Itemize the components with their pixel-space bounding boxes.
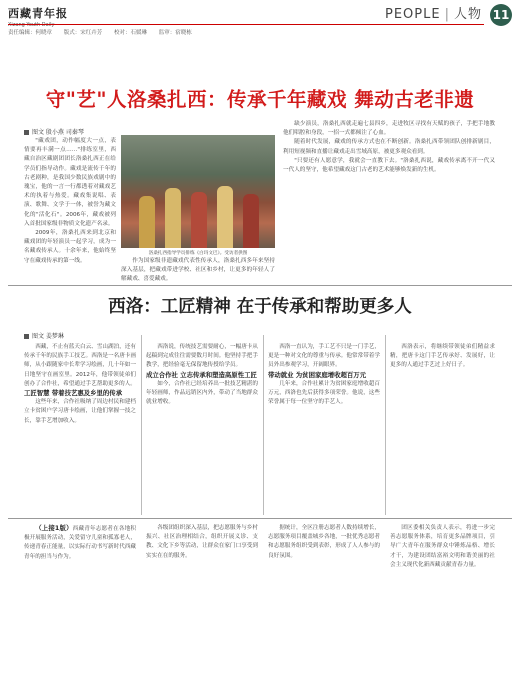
story2-byline: 图文 姜梦琳 — [24, 331, 64, 340]
section-en: PEOPLE — [385, 7, 441, 22]
page-number-badge: 11 — [490, 4, 512, 26]
story3-column-2: 各级团组织深入基层，把志愿服务与乡村振兴、社区治理相结合，组织开展义诊、支教、文化下乡等活动，让群众在家门口享受到实实在在的服务。 — [146, 525, 258, 559]
story2-column-2: 西洛说，传统技艺需要耐心，一幅唐卡从起稿到完成往往需要数月时间。他坚持手把手教学，把经验毫无保留地传授给学员。 成立合作社 立志传承和塑造高原性工匠 如今，合作社已经培养出一批技艺精湛的年轻画师，作品远销区内外，带动了当地群众就业增收。 — [146, 344, 258, 406]
story1-byline: 图文 殷小燕 司秦琴 — [24, 127, 84, 136]
section-divider-1 — [8, 285, 512, 286]
masthead — [0, 0, 520, 38]
editor-credit: 责任编辑：何晓章 — [8, 30, 53, 36]
story3-column-1: （上接1版）西藏青年志愿者在各地积极开展服务活动，关爱留守儿童和孤寡老人，传递青春正能量，以实际行动书写新时代西藏青年的担当与作为。 — [24, 524, 136, 560]
masthead-rule — [8, 24, 484, 25]
story1-column-3: 缺少演员，洛桑扎西就走遍七县四乡，走进牧区寻找有天赋的孩子，手把手地教他们唱腔和身段，一招一式都倾注了心血。 随着时代发展，藏戏的传承方式也在不断创新。洛桑扎西带领团队创排新剧目，利用短视频和直播让藏戏走出雪域高原，被更多观众看到。 "只要还有人愿意学，我就会一直教下去。"洛桑扎西说，藏戏传承离不开一代又一代人的坚守，他希望藏戏这门古老的艺术能够焕发新的生机。 — [283, 121, 495, 174]
section-tag: PEOPLE | 人物 — [385, 7, 482, 22]
editor-credits — [8, 28, 202, 36]
story2-column-3: 西洛一直认为，手工艺不只是一门手艺，更是一种对文化的尊重与传承。他常常带着学员外出参观学习，开阔眼界。 带动就业 为贫困家庭增收超百万元 几年来，合作社累计为贫困家庭增收超百万元，西洛也先后获得多项荣誉。他说，这些荣誉属于每一位坚守的手艺人。 — [268, 344, 380, 406]
story2-subhead-3: 带动就业 为贫困家庭增收超百万元 — [268, 370, 367, 379]
story1-photo — [121, 135, 275, 248]
story3-column-4: 团区委相关负责人表示，将进一步完善志愿服务体系，培育更多品牌项目，引导广大青年在服务群众中锤炼品格、增长才干，为建设团结富裕文明和谐美丽的社会主义现代化新西藏贡献青春力量。 — [390, 525, 495, 568]
section-divider-2 — [8, 518, 512, 519]
byline-square-icon — [24, 130, 29, 135]
story2-subhead-1: 工匠智慧 带着技艺惠及乡里的传承 — [24, 389, 123, 398]
byline-square-icon — [24, 334, 29, 339]
story3-column-3: 据统计，全区注册志愿者人数持续增长，志愿服务项目覆盖城乡各地，一批优秀志愿者和志愿服务组织受到表彰，形成了人人参与的良好氛围。 — [268, 525, 380, 559]
layout-credit: 版式：宋红卉芳 — [63, 30, 103, 36]
story2-subhead-2: 成立合作社 立志传承和塑造高原性工匠 — [146, 370, 257, 379]
continued-label: （上接1版） — [35, 524, 73, 532]
story1-photo-caption: 洛桑扎西指导学员排练《白玛文巴》。受访者供图 — [148, 251, 248, 256]
paper-subtitle: Xizang Youth Daily — [8, 22, 55, 28]
story2-headline: 西洛：工匠精神 在于传承和帮助更多人 — [108, 297, 412, 317]
story1-column-1: "藏戏团，动作幅度大一点，表情要再丰满一点……"排练室里，西藏自治区藏剧团团长洛桑扎西正在给学员们指导动作。藏戏是流传千年的古老剧种，是我国少数民族戏剧中的瑰宝，他的一言一行都透着对藏戏艺术的执着与热爱。藏戏集说唱、表演、歌舞、文学于一体，被誉为藏文化的"活化石"。2006年，藏戏被列入首批国家级非物质文化遗产名录。 2009年，洛桑扎西来到北京和藏戏团的年轻演员一起学习，成为一名藏戏传承人。十余年来，他始终坚守在藏戏传承的第一线。 — [24, 138, 116, 264]
review-credit: 监审：宿晓栋 — [158, 30, 192, 36]
proof-credit: 校对：石媛琳 — [114, 30, 148, 36]
story1-headline: 守"艺"人洛桑扎西：传承千年藏戏 舞动古老非遗 — [45, 88, 475, 111]
paper-name: 西藏青年报 — [8, 7, 68, 20]
story2-column-1: 西藏，不止有蓝天白云、雪山湖泊，还有传承千年的民族手工技艺。西洛是一名唐卡画师，从小跟随家中长辈学习绘画，几十年如一日地坚守在画室里。2012年，他带领徒弟们创办了合作社，希望通过手艺帮助更多的人。 工匠智慧 带着技艺惠及乡里的传承 这些年来，合作社吸纳了周边村民和建档立卡贫困户学习唐卡绘画，让他们掌握一技之长，靠手艺增加收入。 — [24, 344, 136, 424]
story1-column-2: 作为国家级非遗藏戏代表性传承人，洛桑扎西多年来坚持深入基层，把藏戏带进学校、社区和乡村，让更多的年轻人了解藏戏、喜爱藏戏。 — [121, 258, 275, 283]
section-zh: 人物 — [453, 7, 482, 22]
story2-column-4: 西洛表示，将继续带领徒弟们精益求精，把唐卡这门手艺传承好、发展好，让更多的人通过手艺过上好日子。 — [390, 344, 495, 369]
